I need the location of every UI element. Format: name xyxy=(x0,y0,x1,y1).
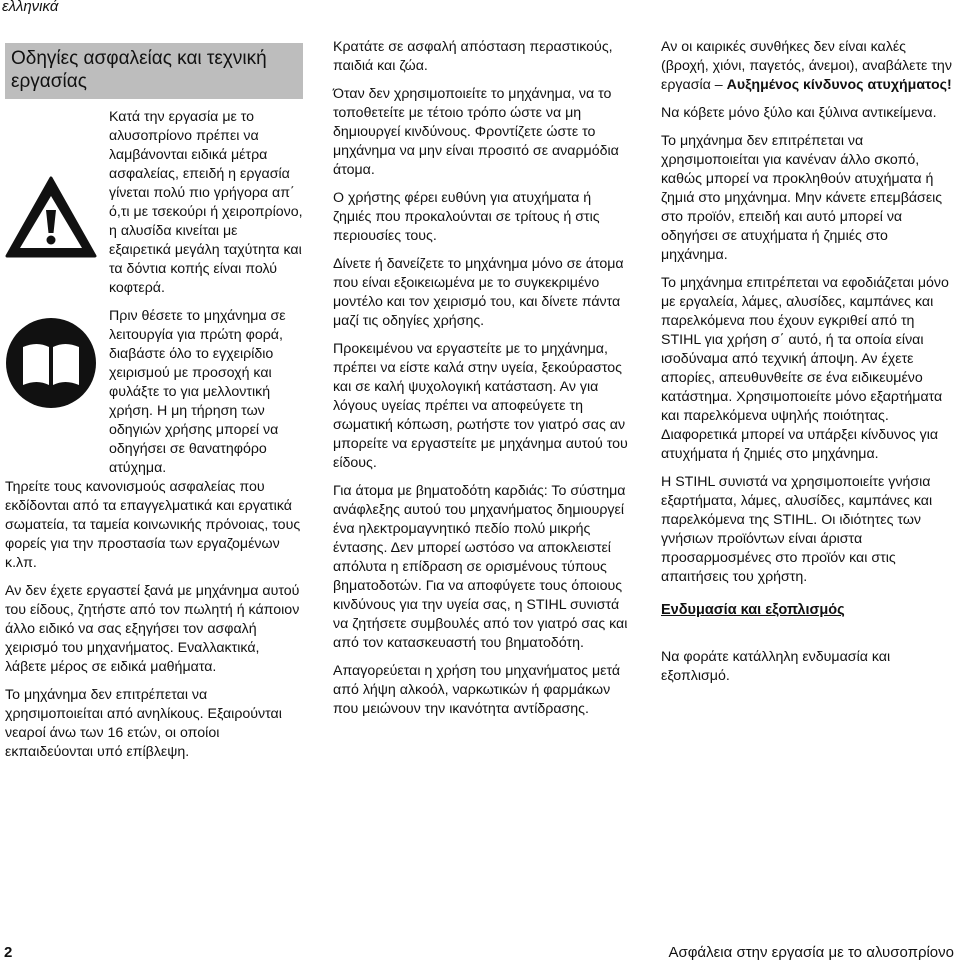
manual-block xyxy=(5,307,303,478)
warning-block xyxy=(5,108,303,298)
paragraph xyxy=(661,38,957,95)
column-2 xyxy=(333,38,629,728)
paragraph: Ο χρήστης φέρει ευθύνη για ατυχήματα ή ζημιές που προκαλούνται σε τρίτους ή στις περιουσίες τους. xyxy=(333,190,600,244)
paragraph: Να φοράτε κατάλληλη ενδυμασία και εξοπλισμό. xyxy=(661,649,891,684)
paragraph: Το μηχάνημα επιτρέπεται να εφοδιάζεται μόνο με εργαλεία, λάμες, αλυσίδες, καμπάνες και παρελκόμενα που έχουν εγκριθεί από τη STIHL για χρήση σ΄ αυτό, ή τα οποία είναι ισοδύναμα από τεχνική άποψη. Αν έχετε απορίες, απευθυνθείτε σε ένα ειδικευμένο κατάστημα. Χρησιμοποιείτε μόνο εξαρτήματα και παρελκόμενα υψηλής ποιότητας. Διαφορετικά μπορεί να υπάρξει κίνδυνος για ατυχήματα ή ζημιές στο μηχάνημα. xyxy=(661,275,949,462)
paragraph: Αν δεν έχετε εργαστεί ξανά με μηχάνημα αυτού του είδους, ζητήστε από τον πωλητή ή κάποιον άλλο ειδικό να σας εξηγήσει τον ασφαλή χειρισμό του μηχανήματος. Εναλλακτικά, λάβετε μέρος σε ειδικά μαθήματα. xyxy=(5,583,300,675)
section-title-clothing: Ενδυμασία και εξοπλισμός xyxy=(661,602,845,618)
weather-warning-text: Αν οι καιρικές συνθήκες δεν είναι καλές (βροχή, χιόνι, παγετός, άνεμοι), αναβάλετε την εργασία – xyxy=(661,39,952,93)
warning-triangle-icon xyxy=(5,176,97,258)
paragraph: Όταν δεν χρησιμοποιείτε το μηχάνημα, να το τοποθετείτε με τέτοιο τρόπο ώστε να μη δημιουργεί κινδύνους. Φροντίζετε ώστε το μηχάνημα να μην είναι προσιτό σε αναρμόδια άτομα. xyxy=(333,86,619,178)
paragraph: Κρατάτε σε ασφαλή απόσταση περαστικούς, παιδιά και ζώα. xyxy=(333,39,613,74)
page-number: 2 xyxy=(4,944,13,961)
paragraph: Το μηχάνημα δεν επιτρέπεται να χρησιμοποιείται για κανέναν άλλο σκοπό, καθώς μπορεί να προκληθούν ατυχήματα ή ζημιά στο μηχάνημα. Μην κάνετε επεμβάσεις στο προϊόν, επειδή και αυτό μπορεί να οδηγήσει σε ατυχήματα ή ζημιές στο μηχάνημα. xyxy=(661,133,943,263)
paragraph: Το μηχάνημα δεν επιτρέπεται να χρησιμοποιείται από ανηλίκους. Εξαιρούνται νεαροί άνω των 16 ετών, οι οποίοι εκπαιδεύονται υπό επίβλεψη. xyxy=(5,687,282,760)
column-3 xyxy=(661,38,957,695)
accident-risk-emphasis: Αυξημένος κίνδυνος ατυχήματος! xyxy=(726,77,952,93)
read-manual-icon xyxy=(5,317,97,409)
paragraph: Η STIHL συνιστά να χρησιμοποιείτε γνήσια εξαρτήματα, λάμες, αλυσίδες, καμπάνες και παρελκόμενα της STIHL. Οι ιδιότητες των γνήσιων προϊόντων είναι άριστα προσαρμοσμένες στο προϊόν και στις απαιτήσεις του χρήστη. xyxy=(661,474,933,585)
running-title: Ασφάλεια στην εργασία με το αλυσοπρίονο xyxy=(668,944,954,961)
section-title-safety: Οδηγίες ασφαλείας και τεχνική εργασίας xyxy=(5,43,303,99)
paragraph: Τηρείτε τους κανονισμούς ασφαλείας που εκδίδονται από τα επαγγελματικά και εργατικά σωματεία, τα ταμεία κοινωνικής πρόνοιας, τους φορείς για την προστασία των εργαζομένων κ.λπ. xyxy=(5,479,301,571)
paragraph: Απαγορεύεται η χρήση του μηχανήματος μετά από λήψη αλκοόλ, ναρκωτικών ή φαρμάκων που μειώνουν την ικανότητα αντίδρασης. xyxy=(333,663,621,717)
paragraph: Να κόβετε μόνο ξύλο και ξύλινα αντικείμενα. xyxy=(661,105,937,121)
manual-text: Πριν θέσετε το μηχάνημα σε λειτουργία για πρώτη φορά, διαβάστε όλο το εγχειρίδιο χειρισμού με προσοχή και φυλάξτε το για μελλοντική χρήση. Η μη τήρηση των οδηγιών χρήσης μπορεί να οδηγήσει σε θανατηφόρο ατύχημα. xyxy=(109,308,286,476)
column-1 xyxy=(5,38,303,771)
language-label: ελληνικά xyxy=(2,0,59,15)
paragraph: Για άτομα με βηματοδότη καρδιάς: Το σύστημα ανάφλεξης αυτού του μηχανήματος δημιουργεί ένα ηλεκτρομαγνητικό πεδίο πολύ μικρής έντασης. Δεν μπορεί ωστόσο να αποκλειστεί απόλυτα η επίδραση σε ορισμένους τύπους βηματοδοτών. Για να αποφύγετε τους όποιους κινδύνους για την υγεία σας, η STIHL συνιστά να ζητήσετε συμβουλές από τον γιατρό σας και από τον κατασκευαστή του βηματοδότη. xyxy=(333,483,628,651)
paragraph: Δίνετε ή δανείζετε το μηχάνημα μόνο σε άτομα που είναι εξοικειωμένα με το συγκεκριμένο μοντέλο και τον χειρισμό του, και δίνετε πάντα μαζί τις οδηγίες χρήσης. xyxy=(333,256,624,329)
paragraph: Προκειμένου να εργαστείτε με το μηχάνημα, πρέπει να είστε καλά στην υγεία, ξεκούραστος και σε καλή ψυχολογική κατάσταση. Αν για λόγους υγείας πρέπει να αποφεύγετε τη σωματική κόπωση, ρωτήστε τον γιατρό σας αν μπορείτε να εργαστείτε με μηχάνημα αυτού του είδους. xyxy=(333,341,628,471)
warning-text: Κατά την εργασία με το αλυσοπρίονο πρέπει να λαμβάνονται ειδικά μέτρα ασφαλείας, επειδή η εργασία γίνεται πολύ πιο γρήγορα απ΄ ό,τι με τσεκούρι ή χειροπρίονο, η αλυσίδα κινείται με εξαιρετικά μεγάλη ταχύτητα και τα δόντια κοπής είναι πολύ κοφτερά. xyxy=(109,109,303,296)
